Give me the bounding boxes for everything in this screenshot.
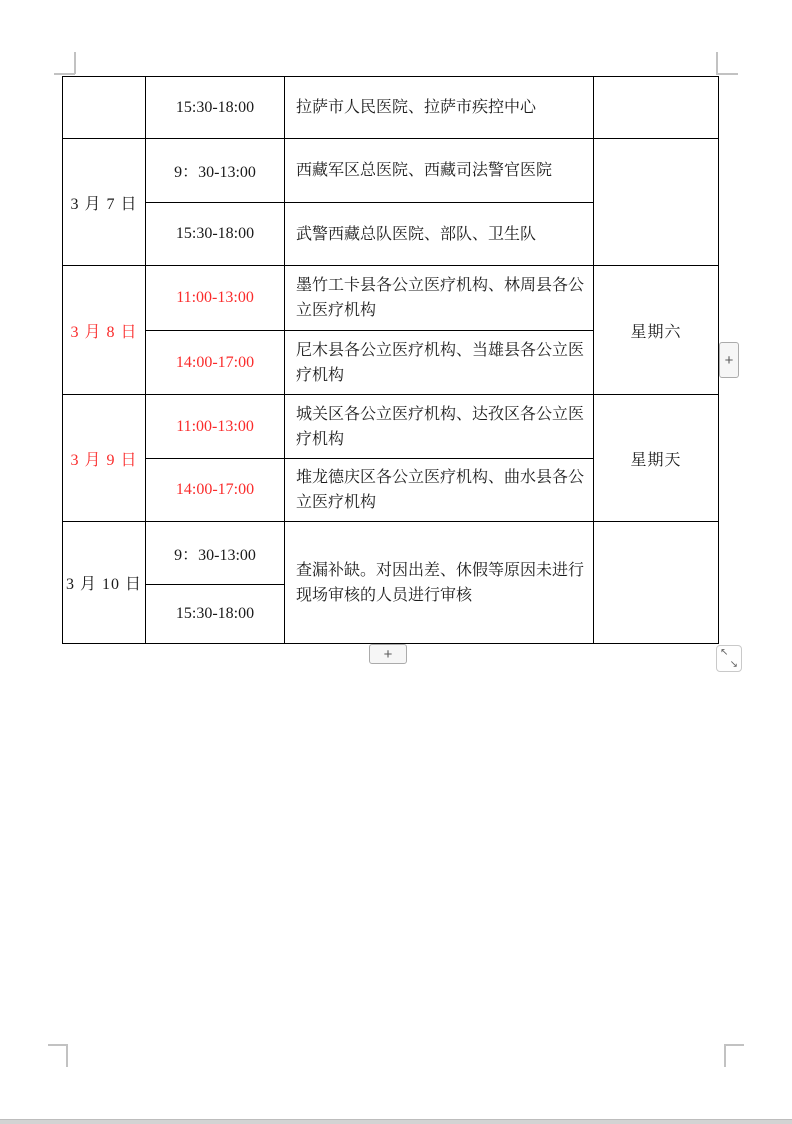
date-cell-mar8[interactable]: 3 月 8 日 <box>63 266 146 395</box>
time-cell[interactable]: 9：30-13:00 <box>146 522 285 585</box>
time-cell[interactable]: 11:00-13:00 <box>146 266 285 331</box>
time-cell[interactable]: 11:00-13:00 <box>146 395 285 459</box>
arrow-up-left-icon: ↖ <box>720 647 729 658</box>
plus-icon: + <box>724 351 734 369</box>
time-cell[interactable]: 14:00-17:00 <box>146 331 285 395</box>
insert-column-button[interactable] <box>719 342 739 378</box>
time-cell[interactable]: 15:30-18:00 <box>146 585 285 644</box>
margin-mark-bottom-left <box>66 1044 68 1067</box>
institution-cell[interactable]: 墨竹工卡县各公立医疗机构、林周县各公立医疗机构 <box>285 266 594 331</box>
margin-mark-top-right <box>716 73 738 75</box>
institution-cell[interactable]: 西藏军区总医院、西藏司法警官医院 <box>285 139 594 203</box>
date-cell-mar7[interactable]: 3 月 7 日 <box>63 139 146 266</box>
insert-row-button[interactable] <box>369 644 407 664</box>
institution-cell-merged[interactable]: 查漏补缺。对因出差、休假等原因未进行现场审核的人员进行审核 <box>285 522 594 644</box>
institution-cell[interactable]: 拉萨市人民医院、拉萨市疾控中心 <box>285 77 594 139</box>
institution-cell[interactable]: 尼木县各公立医疗机构、当雄县各公立医疗机构 <box>285 331 594 395</box>
table-resize-handle[interactable] <box>716 645 742 672</box>
weekday-cell-saturday[interactable]: 星期六 <box>594 266 719 395</box>
margin-mark-top-right <box>716 52 718 74</box>
weekday-cell-sunday[interactable]: 星期天 <box>594 395 719 522</box>
weekday-cell-empty[interactable] <box>594 77 719 139</box>
arrow-down-right-icon: ↘ <box>729 659 738 670</box>
margin-mark-bottom-right <box>724 1044 726 1067</box>
weekday-cell-empty[interactable] <box>594 139 719 266</box>
schedule-table <box>62 76 719 644</box>
date-cell-mar10[interactable]: 3 月 10 日 <box>63 522 146 644</box>
institution-cell[interactable]: 城关区各公立医疗机构、达孜区各公立医疗机构 <box>285 395 594 459</box>
plus-icon: + <box>383 645 393 663</box>
time-cell[interactable]: 15:30-18:00 <box>146 203 285 266</box>
weekday-cell-empty[interactable] <box>594 522 719 644</box>
time-cell[interactable]: 14:00-17:00 <box>146 459 285 522</box>
margin-mark-top-left <box>54 73 75 75</box>
page-boundary-strip <box>0 1119 792 1124</box>
institution-cell[interactable]: 堆龙德庆区各公立医疗机构、曲水县各公立医疗机构 <box>285 459 594 522</box>
margin-mark-bottom-left <box>48 1044 68 1046</box>
time-cell[interactable]: 15:30-18:00 <box>146 77 285 139</box>
date-cell-mar9[interactable]: 3 月 9 日 <box>63 395 146 522</box>
margin-mark-bottom-right <box>724 1044 744 1046</box>
institution-cell[interactable]: 武警西藏总队医院、部队、卫生队 <box>285 203 594 266</box>
time-cell[interactable]: 9：30-13:00 <box>146 139 285 203</box>
margin-mark-top-left <box>74 52 76 74</box>
date-cell-empty[interactable] <box>63 77 146 139</box>
